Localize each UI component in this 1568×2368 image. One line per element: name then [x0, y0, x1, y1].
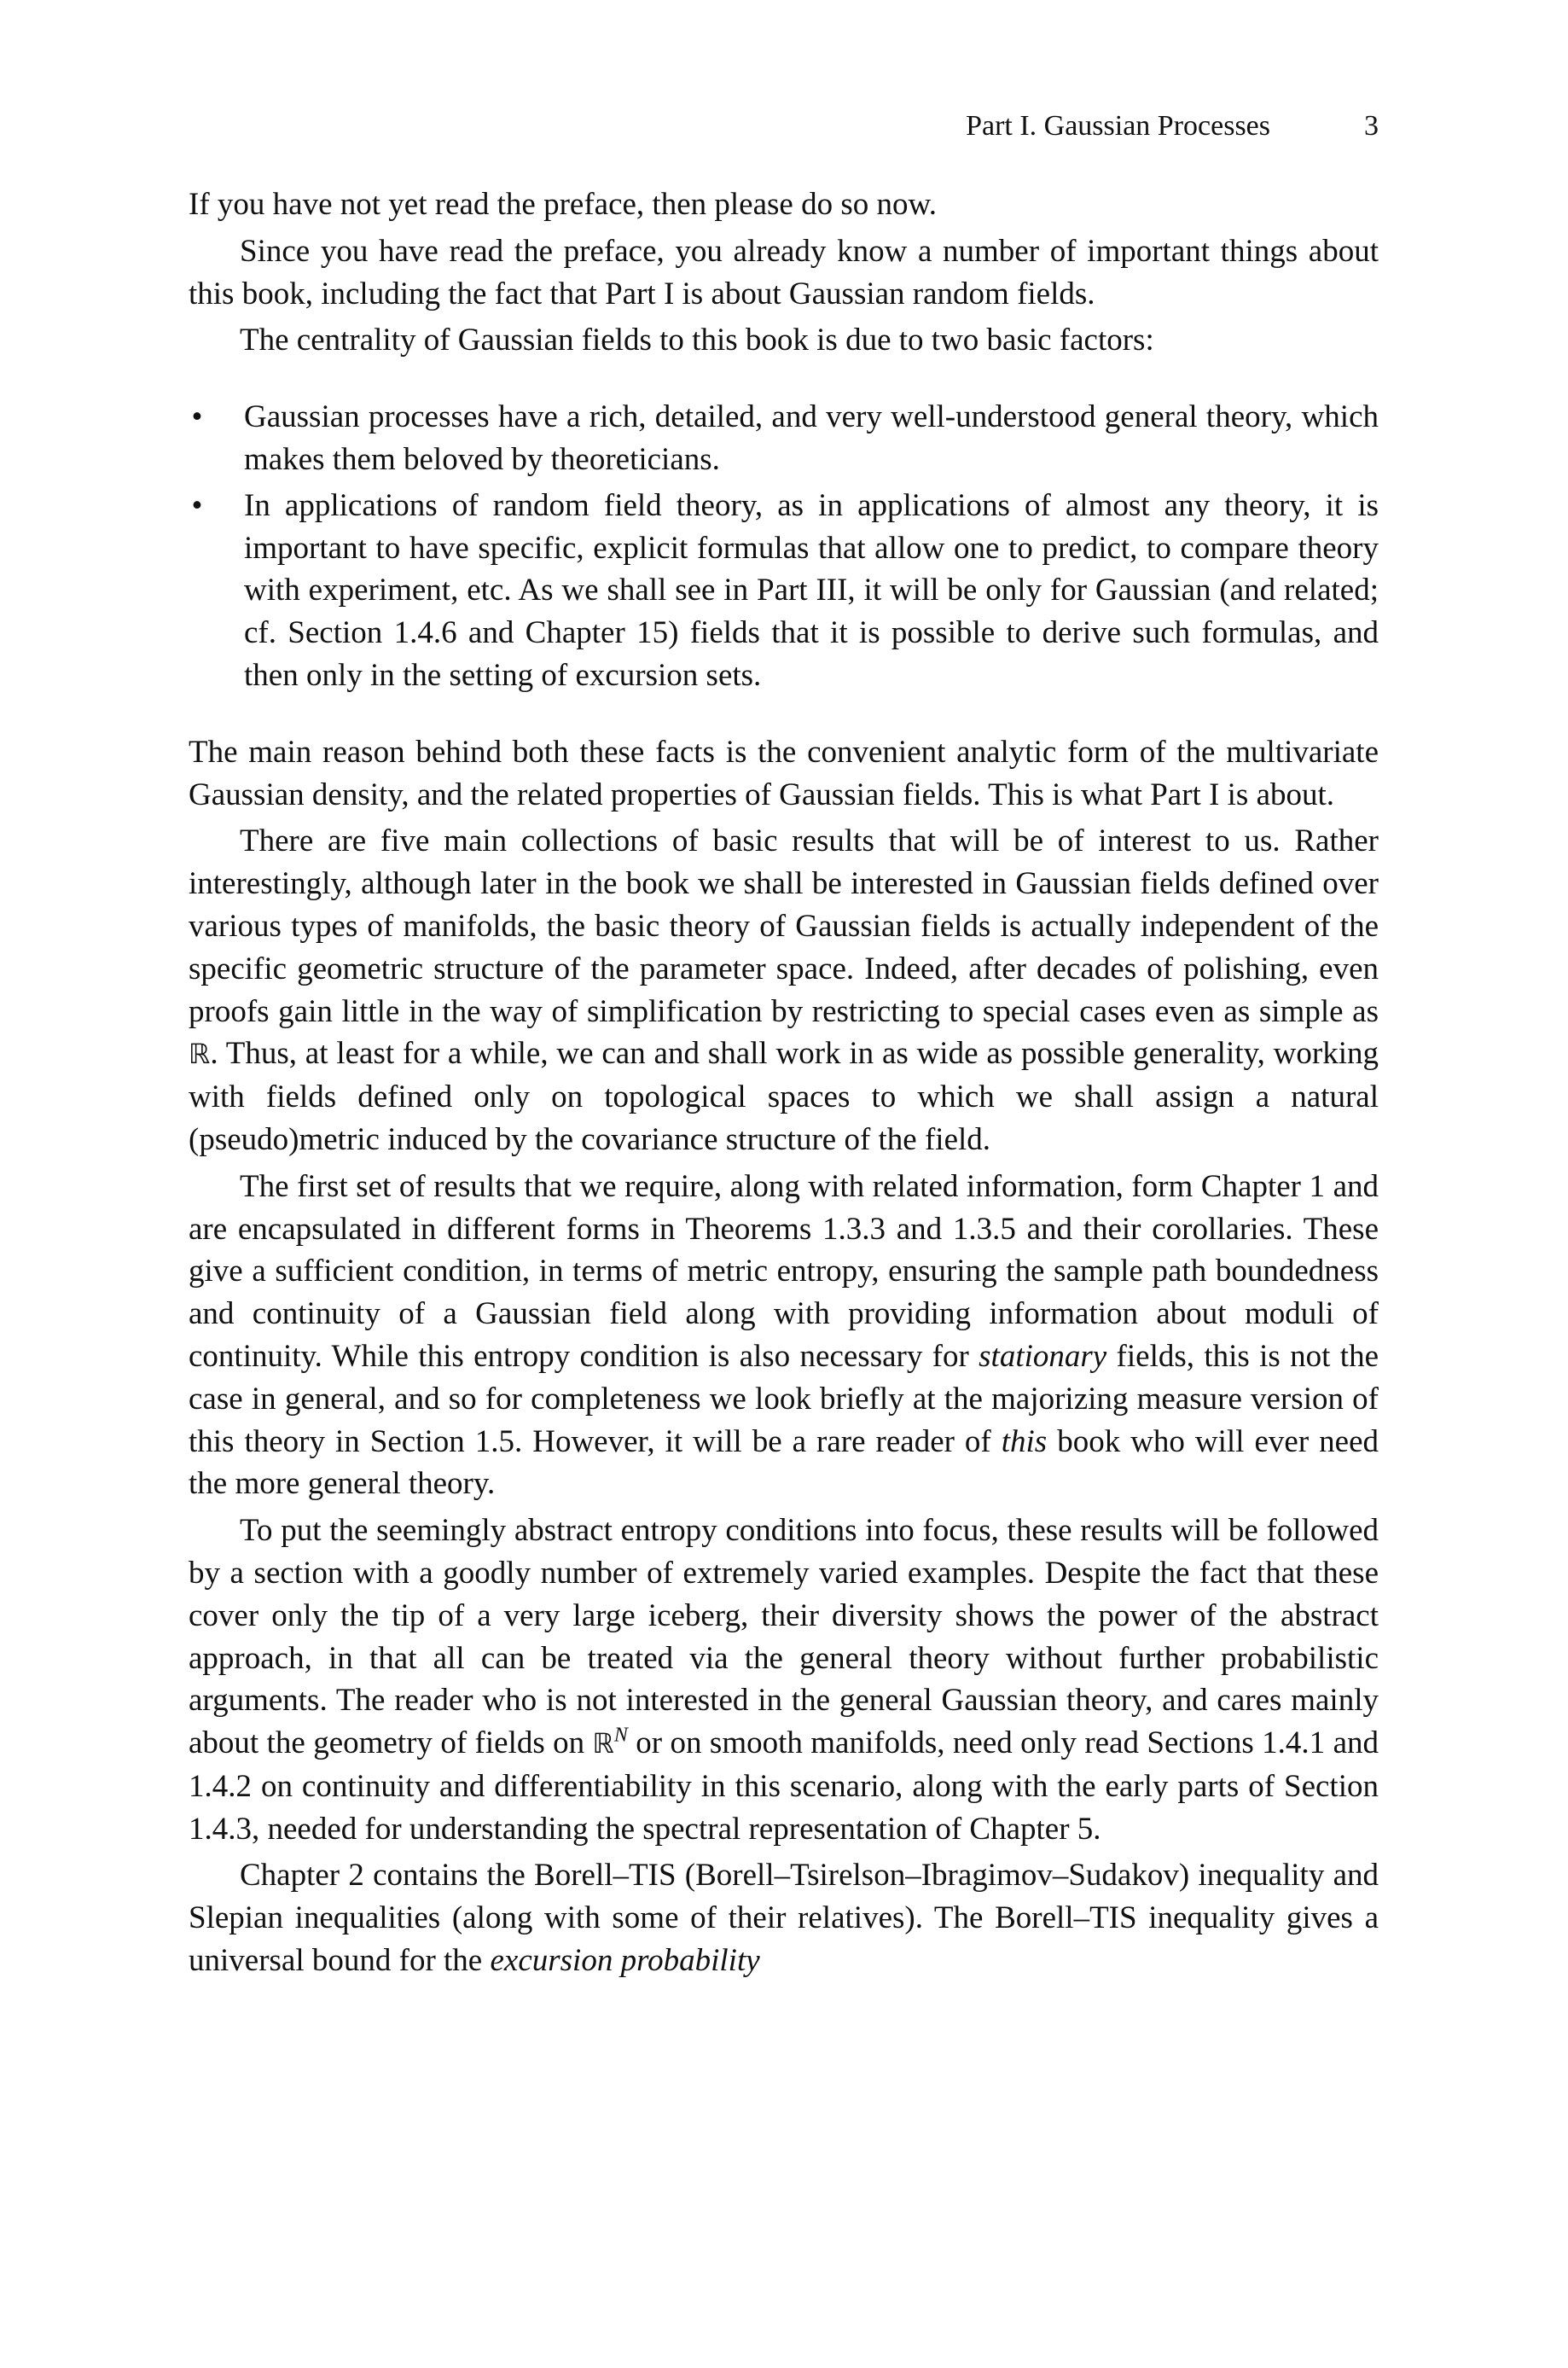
- real-numbers-symbol: ℝ: [189, 1038, 211, 1071]
- paragraph-4: The main reason behind both these facts is the convenient analytic form of the multivariate Gaussian density, and the related properties of Gaussian fields. This is what Part I is about.: [189, 734, 1379, 812]
- paragraph-6: [189, 1166, 1379, 1505]
- factor-list: [189, 396, 1379, 697]
- paragraph-7-text-a: To put the seemingly abstract entropy conditions into focus, these results will be followed by a section with a goodly number of extremely varied examples. Despite the fact that these cover only the tip of a very large iceberg, their diversity shows the power of the abstract approach, in that all can be treated via the general theory without further probabilistic arguments. The reader who is not interested in the general Gaussian theory, and cares mainly about the geometry of fields on: [189, 1513, 1379, 1761]
- paragraph-6-text-c: book who will ever need the more general theory.: [189, 1423, 1379, 1502]
- running-title: Part I. Gaussian Processes: [966, 110, 1270, 142]
- bullet-icon: •: [191, 399, 203, 435]
- emphasis-excursion-probability: excursion probability: [490, 1943, 760, 1979]
- paragraph-3: The centrality of Gaussian fields to this book is due to two basic factors:: [240, 323, 1154, 358]
- list-item-text: Gaussian processes have a rich, detailed, and very well-understood general theory, which makes them beloved by theoreticians.: [244, 399, 1379, 477]
- paragraph-8: [189, 1854, 1379, 1981]
- paragraph-1: If you have not yet read the preface, then please do so now.: [189, 187, 938, 222]
- list-item: [189, 396, 1379, 481]
- paragraph-6-text-b: fields, this is not the case in general, and so for completeness we look briefly at the majorizing measure version of this theory in Section 1.5. However, it will be a rare reader of: [189, 1338, 1379, 1459]
- running-header: [966, 109, 1379, 143]
- list-item-text: In applications of random field theory, as in applications of almost any theory, it is important to have specific, explicit formulas that allow one to predict, to compare theory with experiment, etc. As we shall see in Part III, it will be only for Gaussian (and related; cf. Section 1.4.6 and Chapter 15) fields that it is possible to derive such formulas, and then only in the setting of excursion sets.: [244, 487, 1379, 693]
- paragraph-8-text-a: Chapter 2 contains the Borell–TIS (Borell–Tsirelson–Ibragimov–Sudakov) inequality and Slepian inequalities (along with some of their relatives). The Borell–TIS inequality gives a universal bound for the: [189, 1858, 1379, 1979]
- paragraph-5-text-b: . Thus, at least for a while, we can and shall work in as wide as possible generality, working with fields defined only on topological spaces to which we shall assign a natural (pseudo)metric induced by the covariance structure of the field.: [189, 1036, 1379, 1157]
- dimension-superscript: N: [613, 1724, 628, 1747]
- page-number: 3: [1364, 110, 1379, 142]
- book-page: [189, 0, 1379, 2368]
- paragraph-7: [189, 1510, 1379, 1850]
- paragraph-2: Since you have read the preface, you already know a number of important things about this book, including the fact that Part I is about Gaussian random fields.: [189, 233, 1379, 311]
- bullet-icon: •: [191, 487, 203, 523]
- paragraph-5-text-a: There are five main collections of basic results that will be of interest to us. Rather interestingly, although later in the book we shall be interested in Gaussian fields defined over various types of manifolds, the basic theory of Gaussian fields is actually independent of the specific geometric structure of the parameter space. Indeed, after decades of polishing, even proofs gain little in the way of simplification by restricting to special cases even as simple as: [189, 823, 1379, 1029]
- real-numbers-symbol: ℝ: [592, 1727, 614, 1760]
- paragraph-7-text-b: or on smooth manifolds, need only read Sections 1.4.1 and 1.4.2 on continuity and differentiability in this scenario, along with the early parts of Section 1.4.3, needed for understanding the spectral representation of Chapter 5.: [189, 1725, 1379, 1847]
- list-item: [189, 485, 1379, 697]
- body-text: [189, 183, 1379, 1982]
- paragraph-6-text-a: The first set of results that we require, along with related information, form Chapter 1 and are encapsulated in different forms in Theorems 1.3.3 and 1.3.5 and their corollaries. These give a sufficient condition, in terms of metric entropy, ensuring the sample path boundedness and continuity of a Gaussian field along with providing information about moduli of continuity. While this entropy condition is also necessary for: [189, 1168, 1379, 1374]
- paragraph-5: [189, 820, 1379, 1161]
- emphasis-stationary: stationary: [979, 1338, 1107, 1374]
- emphasis-this: this: [1001, 1423, 1048, 1459]
